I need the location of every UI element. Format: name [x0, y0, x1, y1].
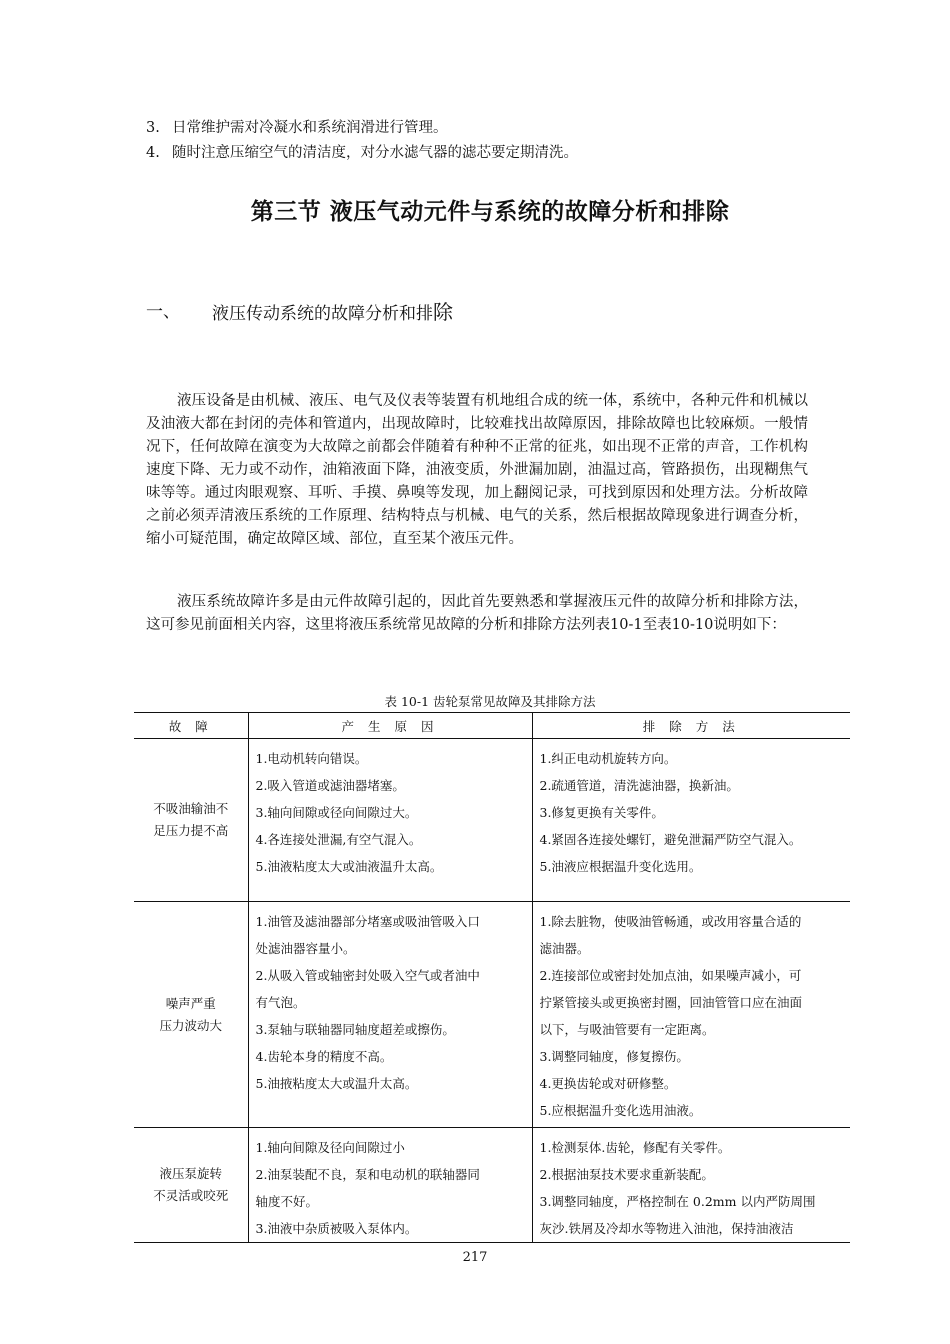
table-header-row [134, 713, 850, 739]
remedy-line: 灰沙.铁屑及冷却水等物进入油池，保持油液洁 [539, 1221, 794, 1236]
remedy-line: 拧紧管接头或更换密封圈，回油管管口应在油面 [539, 995, 803, 1010]
list-item [146, 118, 448, 138]
fault-line: 不灵活或咬死 [153, 1188, 229, 1203]
remedy-line: 3.调整同轴度，修复擦伤。 [539, 1049, 689, 1064]
cause-line: 有气泡。 [255, 995, 306, 1010]
remedy-line: 滤油器。 [539, 941, 590, 956]
section-title: 第三节 液压气动元件与系统的故障分析和排除 [250, 199, 730, 225]
cause-line: 2.油泵装配不良，泵和电动机的联轴器同 [255, 1167, 480, 1182]
table-caption: 表 10-1 齿轮泵常见故障及其排除方法 [384, 694, 596, 709]
cause-line: 2.吸入管道或滤油器堵塞。 [255, 778, 405, 793]
subsection-number: 一、 [146, 302, 180, 322]
cause-line: 5.油掖粘度太大或温升太高。 [255, 1076, 418, 1091]
cause-cell [248, 739, 532, 902]
table-row [134, 902, 850, 1128]
list-text: 日常维护需对冷凝水和系统润滑进行管理。 [172, 120, 448, 136]
header-remedy: 排 除 方 法 [532, 713, 850, 739]
fault-cell [134, 902, 248, 1128]
table-row [134, 739, 850, 902]
remedy-line: 4.更换齿轮或对研修整。 [539, 1076, 677, 1091]
table-row [134, 1128, 850, 1243]
remedy-line: 2.根据油泵技术要求重新装配。 [539, 1167, 714, 1182]
fault-line: 压力波动大 [159, 1017, 222, 1033]
body-paragraph: 液压设备是由机械、液压、电气及仪表等装置有机地组合成的统一体，系统中，各种元件和机械以及油液大都在封闭的壳体和管道内，出现故障时，比较难找出故障原因，排除故障也比较麻烦。一般情况下，任何故障在演变为大故障之前都会伴随着有种种不正常的征兆，如出现不正常的声音，工作机构速度下降、无力或不动作，油箱液面下降，油液变质，外泄漏加剧，油温过高，管路损伤，出现糊焦气味等等。通过肉眼观察、耳听、手摸、鼻嗅等发现，加上翻阅记录，可找到原因和处理方法。分析故障之前必须弄清液压系统的工作原理、结构特点与机械、电气的关系，然后根据故障现象进行调查分析，缩小可疑范围，确定故障区域、部位，直至某个液压元件。 [146, 393, 808, 547]
remedy-line: 4.紧固各连接处螺钉，避免泄漏严防空气混入。 [539, 832, 802, 847]
cause-line: 1.轴向间隙及径向间隙过小 [255, 1140, 405, 1155]
remedy-cell [532, 902, 850, 1128]
cause-line: 3.轴向间隙或径向间隙过大。 [255, 805, 418, 820]
cause-line: 1.电动机转向错误。 [255, 751, 368, 766]
list-number: 3. [146, 120, 160, 136]
list-number: 4. [146, 145, 160, 161]
subsection-title-main: 液压传动系统的故障分析和排 [212, 304, 433, 324]
remedy-line: 1.纠正电动机旋转方向。 [539, 751, 677, 766]
remedy-line: 2.连接部位或密封处加点油，如果噪声减小，可 [539, 968, 802, 983]
remedy-line: 3.修复更换有关零件。 [539, 805, 664, 820]
cause-line: 3.油液中杂质被吸入泵体内。 [255, 1221, 418, 1236]
remedy-cell [532, 1128, 850, 1243]
remedy-line: 1.除去脏物，使吸油管畅通，或改用容量合适的 [539, 914, 802, 929]
header-fault: 故 障 [134, 713, 248, 739]
body-paragraph: 液压系统故障许多是由元件故障引起的，因此首先要熟悉和掌握液压元件的故障分析和排除方法，这可参见前面相关内容，这里将液压系统常见故障的分析和排除方法列表10-1至表10-10说明如下： [146, 594, 808, 633]
fault-line: 不吸油输油不 [153, 801, 229, 816]
cause-line: 4.各连接处泄漏,有空气混入。 [255, 832, 422, 847]
fault-line: 液压泵旋转 [159, 1166, 222, 1181]
remedy-line: 3.调整同轴度，严格控制在 0.2mm 以内严防周围 [539, 1194, 816, 1209]
list-text: 随时注意压缩空气的清洁度，对分水滤气器的滤芯要定期清洗。 [172, 145, 578, 161]
cause-line: 4.齿轮本身的精度不高。 [255, 1049, 393, 1064]
cause-line: 1.油管及滤油器部分堵塞或吸油管吸入口 [255, 914, 480, 929]
cause-cell [248, 1128, 532, 1243]
cause-line: 2.从吸入管或轴密封处吸入空气或者油中 [255, 968, 480, 983]
cause-line: 3.泵轴与联轴器同轴度超差或擦伤。 [255, 1022, 455, 1037]
list-item [146, 143, 578, 163]
fault-line: 噪声严重 [165, 995, 216, 1011]
remedy-line: 5.应根据温升变化选用油液。 [539, 1103, 702, 1118]
subsection-title-last: 除 [433, 300, 453, 324]
cause-line: 处滤油器容量小。 [255, 941, 356, 956]
remedy-line: 2.疏通管道，清洗滤油器，换新油。 [539, 778, 739, 793]
remedy-cell [532, 739, 850, 902]
subsection-title [212, 300, 453, 326]
cause-cell [248, 902, 532, 1128]
fault-cell [134, 739, 248, 902]
remedy-line: 以下，与吸油管要有一定距离。 [539, 1022, 715, 1037]
header-cause: 产 生 原 因 [248, 713, 532, 739]
fault-line: 足压力提不高 [153, 823, 229, 838]
fault-table [134, 712, 850, 1243]
cause-line: 轴度不好。 [255, 1194, 319, 1209]
cause-line: 5.油液粘度太大或油液温升太高。 [255, 859, 443, 874]
fault-cell [134, 1128, 248, 1243]
page-number: 217 [462, 1250, 488, 1265]
remedy-line: 5.油液应根据温升变化选用。 [539, 859, 702, 874]
remedy-line: 1.检测泵体.齿轮，修配有关零件。 [539, 1140, 731, 1155]
